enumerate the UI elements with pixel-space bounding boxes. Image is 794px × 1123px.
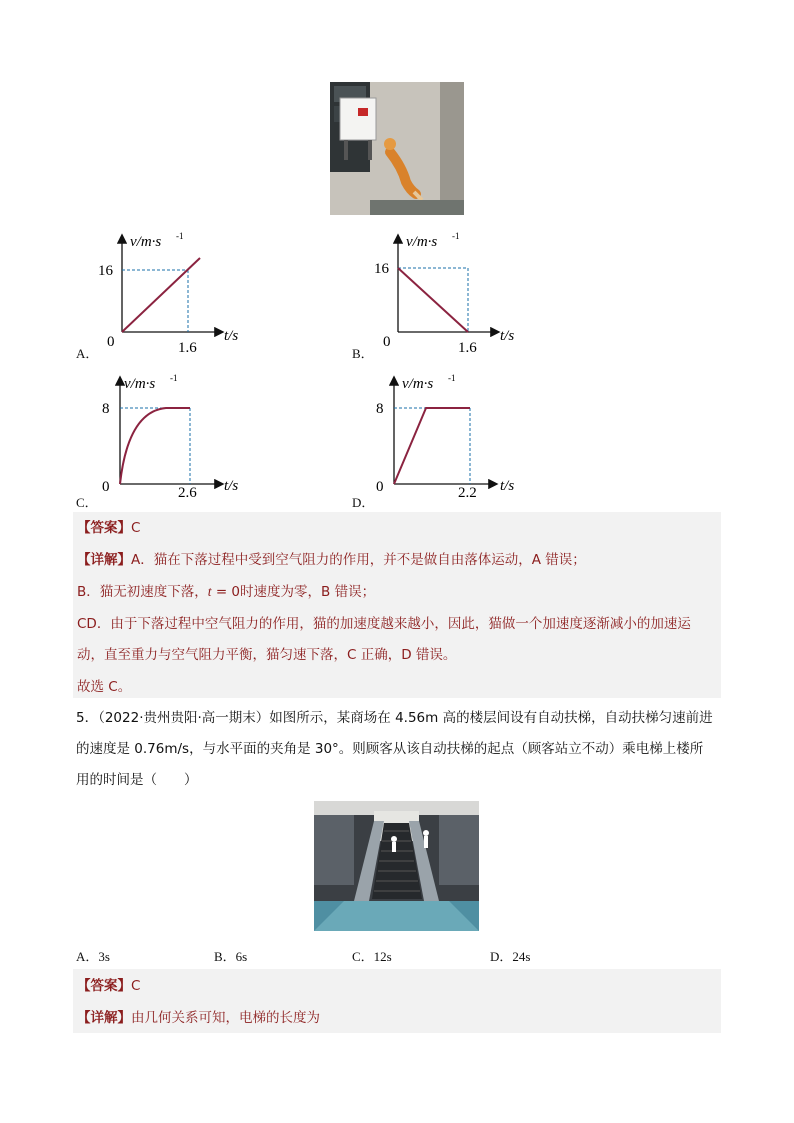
detail-line-5: 故选 C。 <box>77 679 132 695</box>
detail-line-3: CD．由于下落过程中空气阻力的作用，猫的加速度越来越小，因此，猫做一个加速度逐渐减小的加速运 <box>77 616 691 632</box>
origin-label: 0 <box>376 479 384 495</box>
answer-panel-1 <box>73 512 721 698</box>
choice-d[interactable]: D．24s <box>490 949 531 964</box>
graph-d <box>366 370 526 498</box>
y-axis-label: v/m·s <box>406 234 438 250</box>
y-tick-label: 16 <box>374 261 389 277</box>
x-tick-label: 2.2 <box>458 485 477 498</box>
detail-text-1: A．猫在下落过程中受到空气阻力的作用，并不是做自由落体运动，A 错误； <box>131 552 586 568</box>
detail-line-2-1 <box>77 1008 320 1028</box>
y-tick-label: 8 <box>102 401 110 417</box>
velocity-curve <box>398 268 468 332</box>
graph-b <box>366 228 526 356</box>
detail-text-2-t: t <box>207 584 212 599</box>
detail-line-1 <box>77 550 586 570</box>
y-axis-exponent: -1 <box>170 373 178 383</box>
option-a-label: A． <box>76 346 99 361</box>
question-5-line-1: 5．（2022·贵州贵阳·高一期末）如图所示，某商场在 4.56m 高的楼层间设有自动扶梯，自动扶梯匀速前进 <box>76 710 713 726</box>
y-axis-exponent: -1 <box>448 373 456 383</box>
x-axis-label: t/s <box>224 328 239 344</box>
option-c-label: C． <box>76 495 98 510</box>
choice-c[interactable]: C．12s <box>352 949 392 964</box>
y-tick-label: 8 <box>376 401 384 417</box>
question-5-line-2: 的速度是 0.76m/s，与水平面的夹角是 30°。则顾客从该自动扶梯的起点（顾客站立不动）乘电梯上楼所 <box>76 741 704 757</box>
velocity-curve <box>394 408 470 484</box>
detail-tag: 【详解】 <box>77 552 131 568</box>
x-axis-label: t/s <box>500 478 515 494</box>
answer-value: C <box>131 520 141 536</box>
choice-a[interactable]: A．3s <box>76 949 110 964</box>
x-tick-label: 2.6 <box>178 485 197 498</box>
x-axis-label: t/s <box>224 478 239 494</box>
detail-text-2a: B．猫无初速度下落， <box>77 584 208 600</box>
detail-line-4: 动，直至重力与空气阻力平衡，猫匀速下落，C 正确，D 错误。 <box>77 647 457 663</box>
answer-value-2: C <box>131 978 141 994</box>
graph-c <box>92 370 252 498</box>
x-axis-label: t/s <box>500 328 515 344</box>
origin-label: 0 <box>383 334 391 350</box>
y-axis-label: v/m·s <box>124 376 156 392</box>
option-d-label: D． <box>352 495 375 510</box>
y-axis-label: v/m·s <box>402 376 434 392</box>
detail-line-2 <box>77 582 375 602</box>
y-axis-exponent: -1 <box>176 231 184 241</box>
y-axis-exponent: -1 <box>452 231 460 241</box>
option-b-label: B． <box>352 346 374 361</box>
detail-text-2-1: 由几何关系可知，电梯的长度为 <box>131 1010 320 1026</box>
cat-jumping-photo <box>330 82 464 215</box>
choice-b[interactable]: B．6s <box>214 949 248 964</box>
velocity-curve <box>120 408 190 484</box>
origin-label: 0 <box>102 479 110 495</box>
origin-label: 0 <box>107 334 115 350</box>
x-tick-label: 1.6 <box>458 340 477 356</box>
answer-tag-2: 【答案】 <box>77 978 131 994</box>
detail-text-2b: = 0时速度为零，B 错误； <box>211 584 376 600</box>
y-tick-label: 16 <box>98 263 113 279</box>
answer-line <box>77 518 140 538</box>
y-axis-label: v/m·s <box>130 234 162 250</box>
graph-a <box>90 228 250 356</box>
escalator-photo <box>314 801 479 931</box>
question-5-line-3: 用的时间是（ ） <box>76 772 198 788</box>
x-tick-label: 1.6 <box>178 340 197 356</box>
detail-tag-2: 【详解】 <box>77 1010 131 1026</box>
answer-line-2 <box>77 976 140 996</box>
answer-tag: 【答案】 <box>77 520 131 536</box>
